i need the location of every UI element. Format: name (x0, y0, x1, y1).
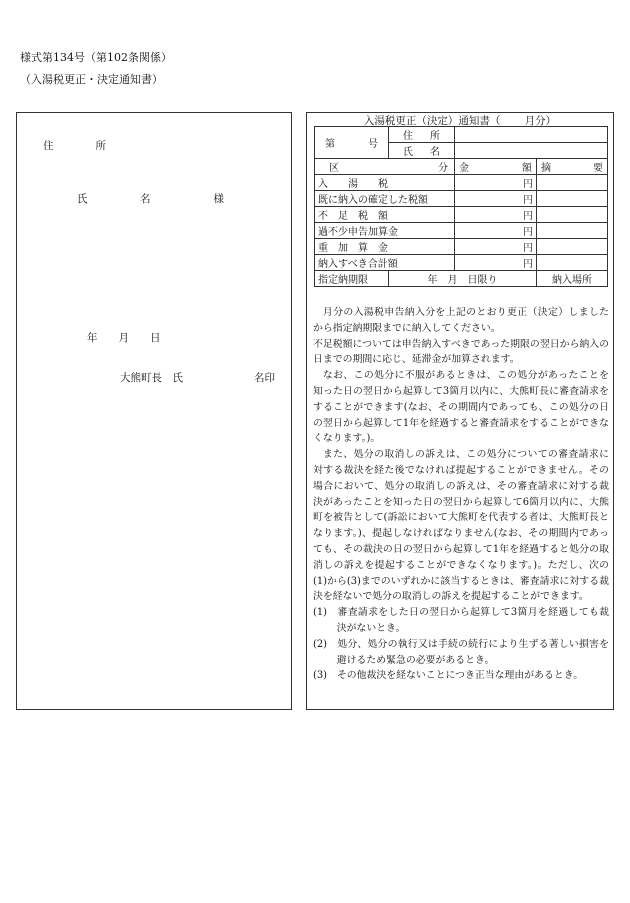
recipient-name-label: 氏 名 様 (77, 193, 224, 205)
name-field-value[interactable] (455, 143, 608, 159)
table-row (315, 191, 608, 207)
left-address-panel (16, 112, 292, 710)
table-header-row (315, 159, 608, 175)
seal-mark: 名印 (254, 372, 275, 384)
note-paragraph: また、処分の取消しの訴えは、この処分についての審査請求に対する裁決を経た後でなければ提起することができません。その場合において、処分の取消しの訴えは、その審査請求に対する裁決があったことを知った日の翌日から起算して6箇月以内に、大熊町を被告として(訴訟において大熊町を代表する者は、大熊町長となります。)、提起しなければなりません(なお、その期間内であっても、その裁決の日の翌日から起算して1年を経過すると処分の取消しの訴えを提起することができなくなります。)。ただし、次の(1)から(3)までのいずれかに該当するときは、審査請求に対する裁決を経ないで処分の取消しの訴えを提起することができます。 (313, 449, 609, 603)
name-field-label: 氏 名 (389, 143, 455, 159)
note-paragraph: 不足税額については申告納入すべきであった期限の翌日から納入の日までの期間に応じ、延滞金が加算されます。 (313, 338, 609, 366)
table-row (315, 239, 608, 255)
row-label: 既に納入の確定した税額 (315, 191, 455, 207)
row-amount[interactable]: 円 (455, 255, 537, 271)
table-row (315, 223, 608, 239)
table-row (315, 271, 608, 287)
row-amount[interactable]: 円 (455, 175, 537, 191)
address-field-value[interactable] (455, 127, 608, 143)
table-row (315, 207, 608, 223)
note-paragraph: 月分の入湯税申告納入分を上記のとおり更正（決定）しましたから指定納期限までに納入してください。 (313, 307, 609, 334)
amount-header: 金 額 (455, 159, 537, 175)
row-remarks[interactable] (537, 223, 608, 239)
category-header: 区 分 (315, 159, 455, 175)
notice-title: 入湯税更正（決定）通知書（ 月分） (363, 115, 557, 127)
row-remarks[interactable] (537, 255, 608, 271)
row-amount[interactable]: 円 (455, 239, 537, 255)
address-label: 住 所 (43, 140, 106, 152)
form-number: 様式第134号（第102条関係） (20, 51, 172, 64)
address-field-label: 住 所 (389, 127, 455, 143)
number-label: 第 号 (315, 127, 389, 159)
issue-date-label: 年 月 日 (87, 332, 161, 344)
remarks-header: 摘 要 (537, 159, 608, 175)
row-amount[interactable]: 円 (455, 207, 537, 223)
notes-block (313, 305, 609, 684)
row-label: 不 足 税 額 (315, 207, 455, 223)
deadline-value[interactable]: 年 月 日限り (389, 271, 537, 287)
table-row (315, 127, 608, 143)
notice-table (314, 126, 608, 287)
note-item: (3) その他裁決を経ないことにつき正当な理由があるとき。 (313, 670, 584, 682)
note-item: (2) 処分、処分の執行又は手続の続行により生ずる著しい損害を避けるため緊急の必要があるとき。 (313, 638, 609, 666)
table-row (315, 175, 608, 191)
note-item: (1) 審査請求をした日の翌日から起算して3箇月を経過しても裁決がないとき。 (313, 607, 609, 634)
form-name: （入湯税更正・決定通知書） (20, 73, 163, 86)
row-remarks[interactable] (537, 175, 608, 191)
issuer-label: 大熊町長 氏 (120, 372, 183, 384)
row-amount[interactable]: 円 (455, 191, 537, 207)
row-label: 入 湯 税 (315, 175, 455, 191)
row-amount[interactable]: 円 (455, 223, 537, 239)
deadline-label: 指定納期限 (315, 271, 389, 287)
table-row (315, 255, 608, 271)
note-paragraph: なお、この処分に不服があるときは、この処分があったことを知った日の翌日から起算して3箇月以内に、大熊町長に審査請求をすることができます(なお、その期間内であっても、この処分の日の翌日から起算して1年を経過すると審査請求をすることができなくなります。)。 (313, 370, 609, 445)
row-remarks[interactable] (537, 207, 608, 223)
row-label: 過不少申告加算金 (315, 223, 455, 239)
payment-place-label: 納入場所 (537, 271, 608, 287)
row-remarks[interactable] (537, 191, 608, 207)
row-remarks[interactable] (537, 239, 608, 255)
row-label: 重 加 算 金 (315, 239, 455, 255)
row-label: 納入すべき合計額 (315, 255, 455, 271)
